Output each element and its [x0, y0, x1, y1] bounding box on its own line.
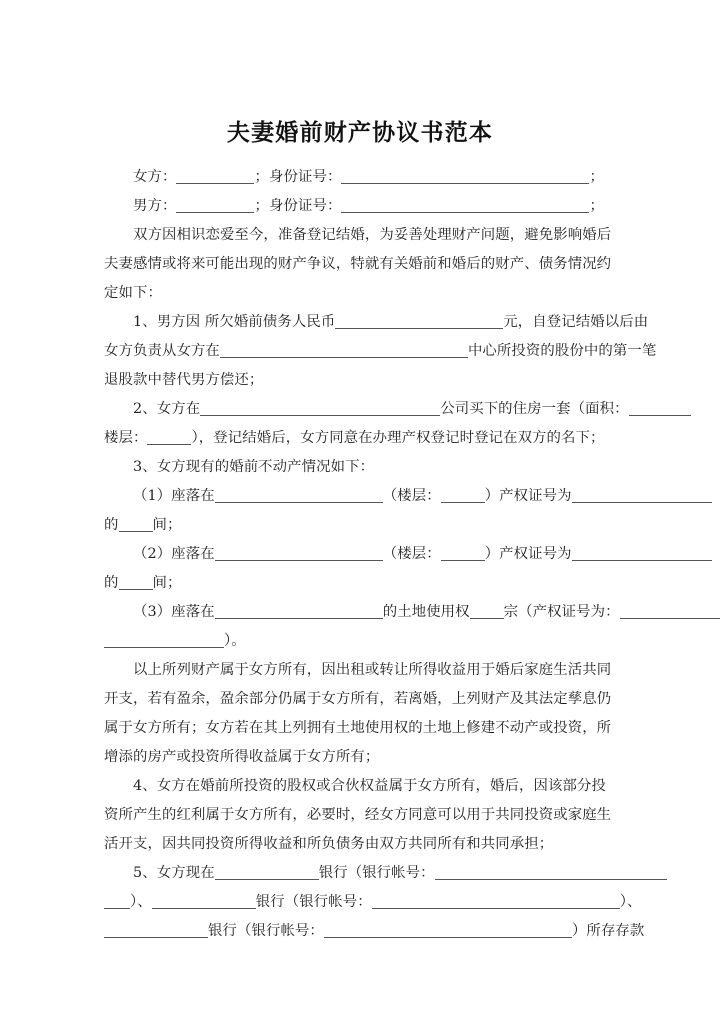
party-line-female: [104, 163, 618, 192]
clause-5-bank-1-blank[interactable]: [215, 864, 319, 880]
male-party-label: 男方：: [133, 198, 177, 214]
female-line-terminator: ；: [589, 169, 604, 185]
clause-2-text-a: 2、女方在: [133, 401, 201, 417]
female-party-label: 女方：: [133, 169, 177, 185]
clause-3-sub-2-text-a: （2）座落在: [133, 546, 215, 562]
clause-5-text-g: ）所存存款: [571, 923, 645, 939]
clause-3-sub-3-location-blank[interactable]: [215, 603, 383, 619]
clause-3-sub-1-cert-blank[interactable]: [572, 487, 712, 503]
clause-1-center-blank[interactable]: [220, 342, 468, 358]
clause-4-line-3: 活开支，因共同投资所得收益和所负债务由双方共同所有和共同承担；: [104, 836, 554, 852]
clause-4-line-1: 4、女方在婚前所投资的股权或合伙权益属于女方所有，婚后，因该部分投: [133, 778, 606, 794]
clause-5-line-2: [104, 888, 642, 917]
clause-5-text-e: ）、: [619, 894, 642, 910]
clause-3-sub-2-line-2: [104, 569, 618, 598]
clause-5-text-c: ）、: [130, 894, 152, 910]
clause-3-sub-2-line-1: [104, 540, 618, 569]
clause-1-debt-amount-blank[interactable]: [335, 313, 503, 329]
clause-5-bank-2-blank[interactable]: [152, 893, 256, 909]
clause-3-sub-1-text-b: （楼层：: [382, 488, 441, 504]
clause-5-text-a: 5、女方现在: [133, 865, 215, 881]
document-body: [104, 163, 657, 946]
clause-5-bank-3-blank[interactable]: [104, 922, 208, 938]
clause-3-sub-2-rooms-blank[interactable]: [119, 574, 153, 590]
clause-5-account-2-blank[interactable]: [372, 893, 620, 909]
female-id-label: ；身份证号：: [254, 169, 342, 185]
clause-3-sub-2-text-e: 间；: [152, 575, 182, 591]
clause-3-sub-3-text-b: 的土地使用权: [382, 604, 470, 620]
clause-1-text-a: 1、男方因 所欠婚前债务人民币: [133, 314, 336, 330]
clause-5-line-1: [104, 859, 618, 888]
male-id-label: ；身份证号：: [254, 198, 342, 214]
clause-2-text-d: ），登记结婚后，女方同意在办理产权登记时登记在双方的名下；: [191, 430, 605, 446]
clause-2-company-blank-extra[interactable]: [396, 400, 440, 416]
clause-5-account-1-blank[interactable]: [435, 864, 667, 880]
clause-3-sub-3-text-a: （3）座落在: [133, 604, 215, 620]
clause-3-sub-1-text-c: ）产权证号为: [484, 488, 572, 504]
clause-3-sub-1-location-blank[interactable]: [215, 487, 383, 503]
clause-5-account-3-blank[interactable]: [324, 922, 572, 938]
clause-3-sub-3-cert-blank-cont[interactable]: [104, 632, 224, 648]
clause-5-text-f: 银行（银行帐号：: [208, 923, 324, 939]
clause-4-line-2: 资所产生的红利属于女方所有，必要时，经女方同意可以用于共同投资或家庭生: [104, 807, 612, 823]
female-id-blank[interactable]: [341, 168, 589, 184]
ownership-line-1: 以上所列财产属于女方所有，因出租或转让所得收益用于婚后家庭生活共同: [133, 662, 612, 678]
clause-1-line-3: 退股款中替代男方偿还；: [104, 372, 264, 388]
clause-2-line-2: [104, 424, 618, 453]
party-line-male: [104, 192, 618, 221]
clause-3-sub-3-text-d: ）。: [224, 633, 246, 649]
clause-3-sub-1-line-2: [104, 511, 618, 540]
clause-1-text-d: 中心所投资的股份中的第一笔: [467, 343, 657, 359]
ownership-line-3: 属于女方所有；女方若在其上列拥有土地使用权的土地上修建不动产或投资，所: [104, 720, 612, 736]
clause-3-sub-3-cert-blank[interactable]: [620, 603, 720, 619]
clause-5-text-d: 银行（银行帐号：: [255, 894, 372, 910]
clause-3-sub-2-text-d: 的: [104, 575, 119, 591]
clause-3-sub-1-line-1: [104, 482, 618, 511]
clause-2-line-1: [104, 395, 629, 424]
clause-3-sub-3-line-2: [104, 627, 618, 656]
clause-3-sub-1-text-a: （1）座落在: [133, 488, 215, 504]
male-id-blank[interactable]: [341, 197, 589, 213]
clause-1-line-1: [104, 308, 649, 337]
clause-3-sub-1-text-e: 间；: [152, 517, 182, 533]
female-name-blank[interactable]: [176, 168, 254, 184]
clause-3-sub-1-text-d: 的: [104, 517, 119, 533]
clause-1-line-2: [104, 337, 657, 366]
clause-5-line-3: [104, 917, 645, 946]
clause-1-text-b: 元，自登记结婚以后由: [503, 314, 649, 330]
male-name-blank[interactable]: [176, 197, 254, 213]
clause-3-sub-2-text-b: （楼层：: [382, 546, 441, 562]
clause-3-heading: 3、女方现有的婚前不动产情况如下：: [133, 459, 375, 475]
clause-5-text-b: 银行（银行帐号：: [318, 865, 435, 881]
preamble-line-1: 双方因相识恋爱至今，准备登记结婚，为妥善处理财产问题，避免影响婚后: [133, 227, 612, 243]
clause-1-text-c: 女方负责从女方在: [104, 343, 220, 359]
clause-3-sub-3-parcel-count-blank[interactable]: [470, 603, 504, 619]
clause-5-account-1-blank-cont[interactable]: [104, 893, 130, 909]
clause-2-text-b: 公司买下的住房一套（面积：: [440, 401, 629, 417]
clause-3-sub-1-rooms-blank[interactable]: [119, 516, 153, 532]
clause-3-sub-2-location-blank[interactable]: [215, 545, 383, 561]
clause-3-sub-3-line-1: [104, 598, 618, 627]
clause-3-sub-2-text-c: ）产权证号为: [484, 546, 572, 562]
page-title: 夫妻婚前财产协议书范本: [226, 119, 494, 147]
ownership-line-4: 增添的房产或投资所得收益属于女方所有；: [104, 749, 380, 765]
male-line-terminator: ；: [589, 198, 604, 214]
clause-2-area-blank[interactable]: [629, 400, 691, 416]
ownership-line-2: 开支，若有盈余，盈余部分仍属于女方所有，若离婚，上列财产及其法定孳息仍: [104, 691, 612, 707]
clause-2-company-blank[interactable]: [200, 400, 396, 416]
clause-2-floor-blank[interactable]: [147, 429, 191, 445]
clause-3-sub-3-text-c: 宗（产权证号为：: [503, 604, 620, 620]
clause-3-sub-2-floor-blank[interactable]: [441, 545, 485, 561]
clause-3-sub-1-floor-blank[interactable]: [441, 487, 485, 503]
preamble-line-2: 夫妻感情或将来可能出现的财产争议，特就有关婚前和婚后的财产、债务情况约: [104, 256, 612, 272]
preamble-line-3: 定如下：: [104, 285, 162, 301]
clause-3-sub-2-cert-blank[interactable]: [572, 545, 712, 561]
clause-2-text-c: 楼层：: [104, 430, 148, 446]
